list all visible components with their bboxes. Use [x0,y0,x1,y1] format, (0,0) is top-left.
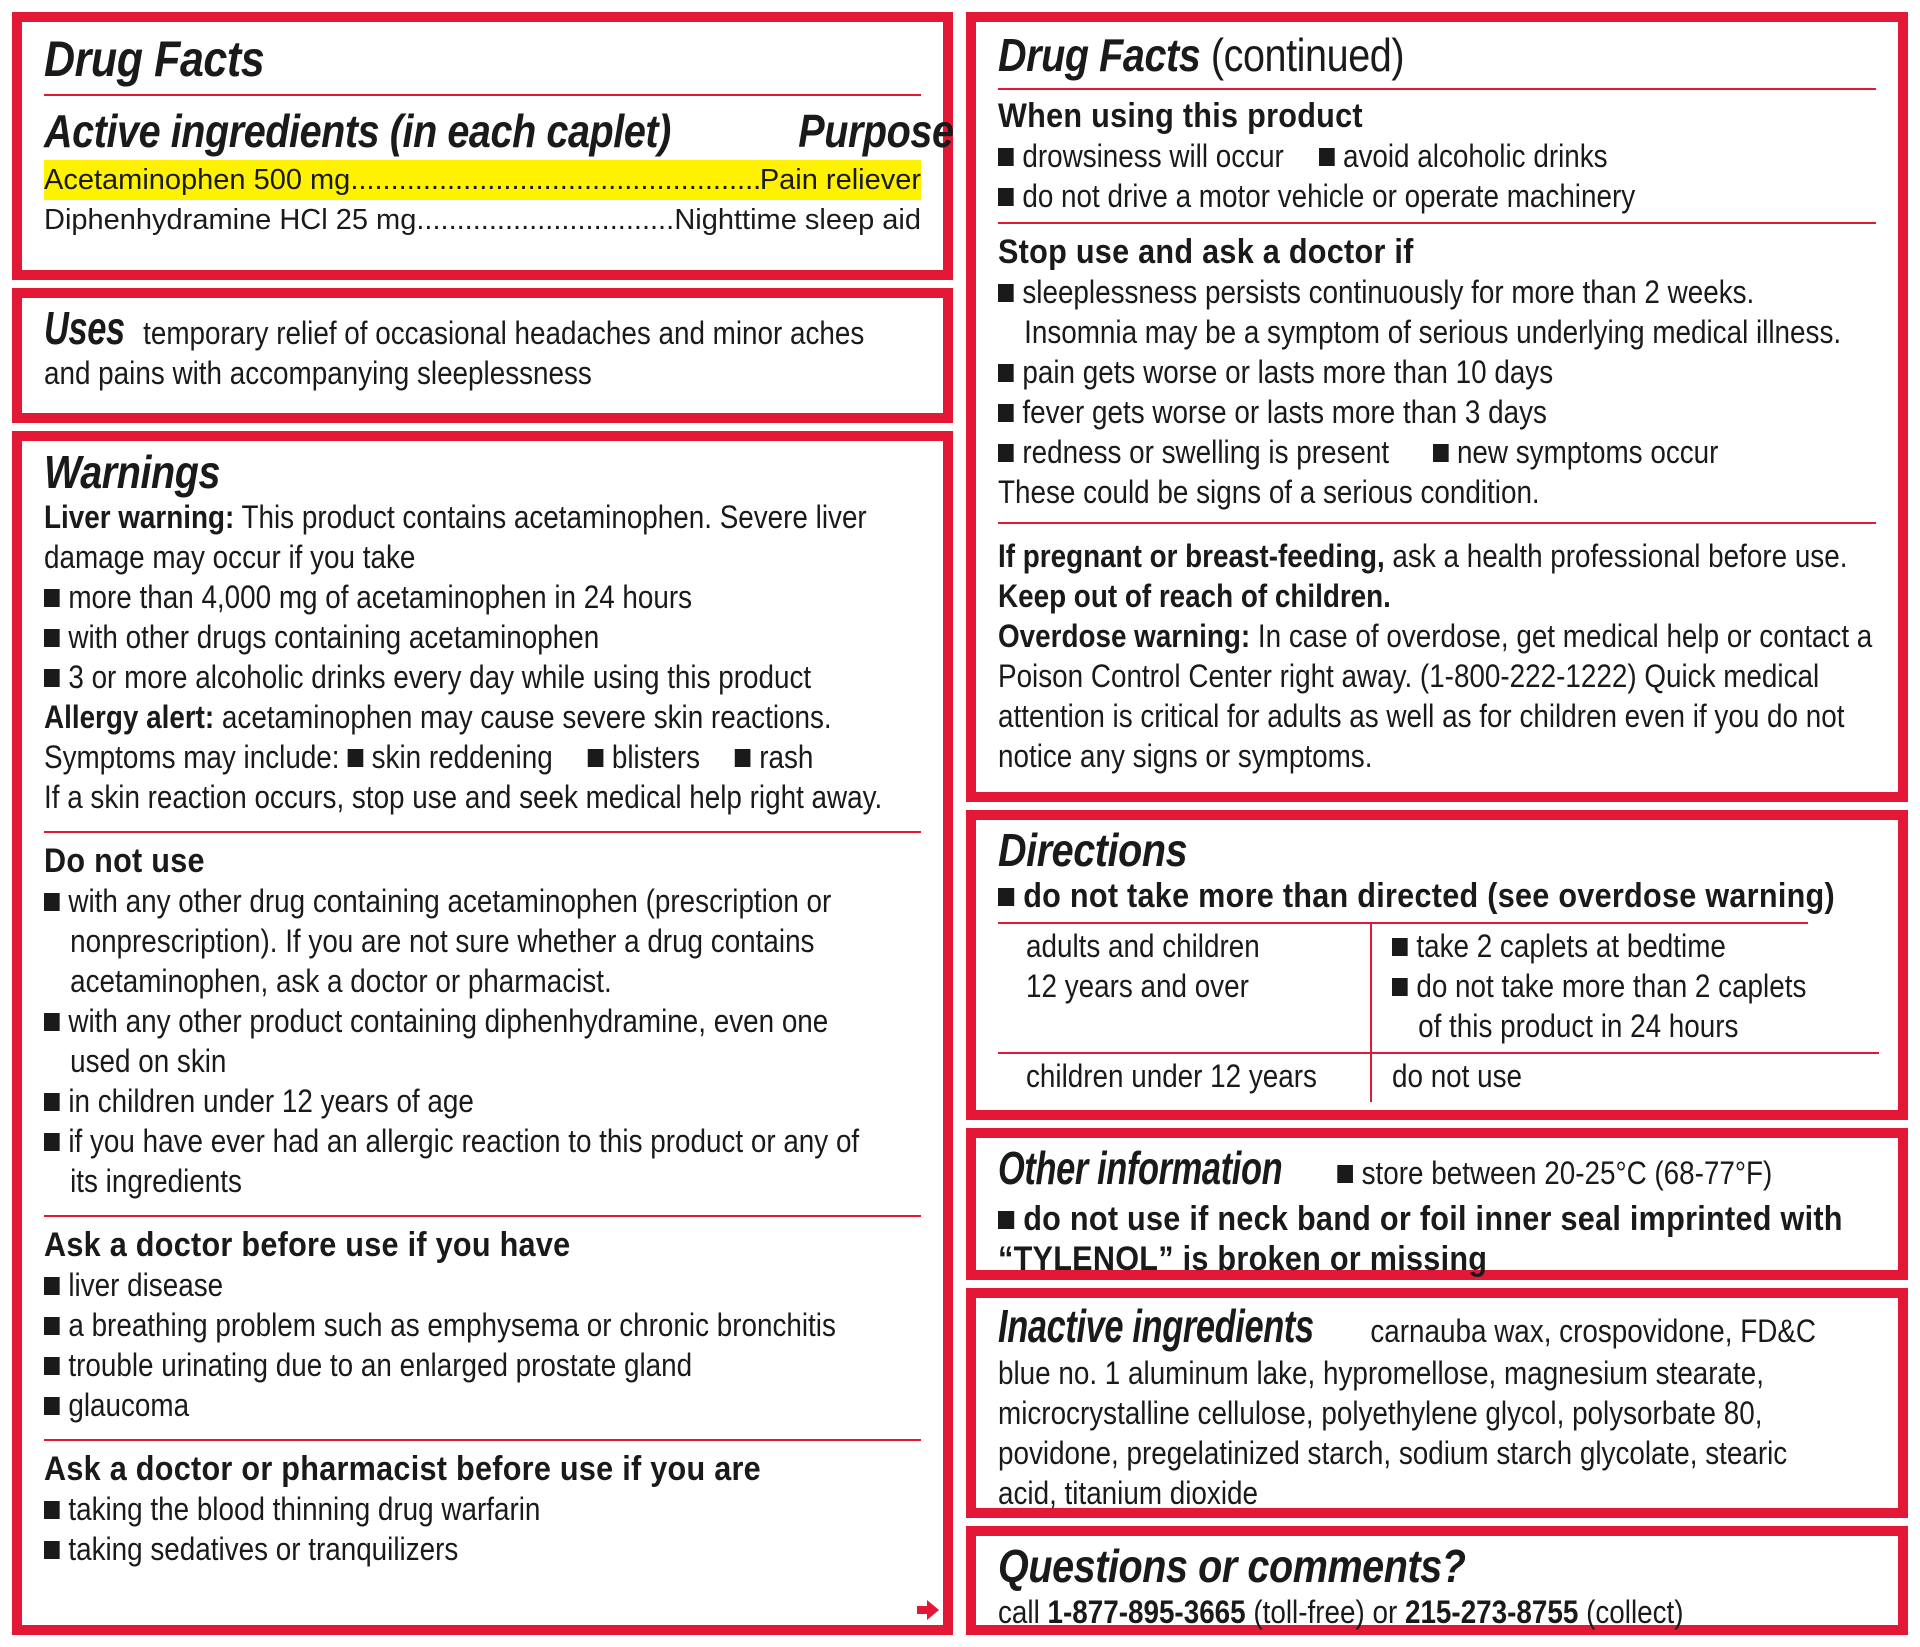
list-item: 3 or more alcoholic drinks every day while using this product [44,657,807,697]
divider [44,1439,921,1441]
list-item: with other drugs containing acetaminophen [44,617,807,657]
list-item: liver disease [44,1265,807,1305]
do-not-use-heading: Do not use [44,842,205,880]
inactive-title: Inactive ingredients [998,1300,1314,1352]
bullet-icon [998,404,1014,422]
overdose-label: Overdose warning: [998,618,1251,654]
table-cell: children under 12 years [998,1053,1371,1102]
bullet-icon [1433,444,1449,462]
list-item-cont: nonprescription). If you are not sure whether a drug contains [70,923,815,959]
other-info-item: do not use if neck band or foil inner seal imprinted with [998,1199,1788,1239]
bullet-icon [44,1317,60,1335]
bullet-icon [998,284,1014,302]
contact-line: call 1-877-895-3665 (toll-free) or 215-273-8755 (collect) [998,1594,1684,1630]
list-item: in children under 12 years of age [44,1081,807,1121]
bullet-icon [998,148,1014,166]
bullet-icon [998,188,1014,206]
divider [44,831,921,833]
bullet-icon [44,1397,60,1415]
liver-warning-text: This product contains acetaminophen. Severe liver [234,499,867,535]
toll-free-phone[interactable]: 1-877-895-3665 [1047,1594,1246,1630]
list-item: a breathing problem such as emphysema or chronic bronchitis [44,1305,807,1345]
continued-box [966,12,1908,802]
bullet-icon [1337,1165,1353,1183]
list-item: glaucoma [44,1385,807,1425]
allergy-alert-label: Allergy alert: [44,699,215,735]
bullet-icon [1392,978,1408,996]
divider [44,94,921,96]
continue-arrow-icon [915,1597,941,1623]
list-item: with any other drug containing acetaminophen (prescription or [44,881,807,921]
list-row: drowsiness will occur avoid alcoholic drinks [998,136,1762,176]
list-item: more than 4,000 mg of acetaminophen in 24 hours [44,577,807,617]
bullet-icon [998,364,1014,382]
ingredient-name: Acetaminophen 500 mg [44,164,351,196]
bullet-icon [44,1277,60,1295]
list-item: taking sedatives or tranquilizers [44,1529,807,1569]
ingredient-row [44,160,921,200]
leader-dots [416,200,674,240]
skin-reaction-text: If a skin reaction occurs, stop use and seek medical help right away. [44,779,883,815]
bullet-icon [998,444,1014,462]
bullet-icon [998,1211,1014,1229]
bullet-icon [44,1093,60,1111]
list-row: redness or swelling is present new symptoms occur [998,432,1762,472]
inactive-line: povidone, pregelatinized starch, sodium starch glycolate, stearic [998,1435,1788,1471]
stop-use-heading: Stop use and ask a doctor if [998,233,1414,271]
divider [998,222,1876,224]
uses-text-2: and pains with accompanying sleeplessness [44,355,592,391]
list-item: if you have ever had an allergic reaction to this product or any of [44,1121,807,1161]
list-item: sleeplessness persists continuously for more than 2 weeks. [998,272,1762,312]
table-row [998,1053,1879,1102]
directions-table [998,922,1808,1102]
list-item-cont: Insomnia may be a symptom of serious underlying medical illness. [1024,314,1842,350]
bullet-icon [44,1357,60,1375]
inactive-line: blue no. 1 aluminum lake, hypromellose, magnesium stearate, [998,1355,1764,1391]
allergy-alert: Allergy alert: acetaminophen may cause severe skin reactions. [44,699,832,735]
list-item: with any other product containing diphenhydramine, even one [44,1001,807,1041]
overdose-line: Poison Control Center right away. (1-800-222-1222) Quick medical [998,658,1820,694]
bullet-icon [44,1133,60,1151]
list-item: trouble urinating due to an enlarged prostate gland [44,1345,807,1385]
stop-note: These could be signs of a serious condition. [998,474,1540,510]
list-item-cont: its ingredients [70,1163,242,1199]
list-item: fever gets worse or lasts more than 3 days [998,392,1762,432]
bullet-icon [587,749,603,767]
table-row [998,924,1879,1053]
divider [998,522,1876,524]
directions-title: Directions [998,824,1188,876]
table-cell: take 2 caplets at bedtime do not take more than 2 caplets of this product in 24 hours [1371,924,1878,1053]
inactive-line: microcrystalline cellulose, polyethylene glycol, polysorbate 80, [998,1395,1763,1431]
continued-title: Drug Facts (continued) [998,29,1405,81]
directions-box [966,810,1908,1120]
liver-warning [44,497,867,537]
bullet-icon [44,1501,60,1519]
list-item-cont: used on skin [70,1043,227,1079]
other-info-line: Other information store between 20-25°C (68-77°F) [998,1142,1773,1194]
liver-warning-label: Liver warning: [44,499,235,535]
warnings-box [12,431,953,1635]
uses-box [12,288,953,423]
pregnant-label: If pregnant or breast-feeding, [998,538,1385,574]
bullet-icon [1319,148,1335,166]
overdose-line: notice any signs or symptoms. [998,738,1373,774]
warnings-title: Warnings [44,446,221,498]
inactive-line: acid, titanium dioxide [998,1475,1258,1511]
questions-box [966,1526,1908,1635]
directions-main: do not take more than directed (see overdose warning) [998,876,1788,916]
symptoms-line: Symptoms may include: skin reddening blisters rash [44,739,814,775]
drug-facts-box [12,12,953,280]
bullet-icon [44,589,60,607]
list-item: pain gets worse or lasts more than 10 days [998,352,1762,392]
bullet-icon [998,888,1014,906]
when-using-heading: When using this product [998,97,1363,135]
collect-phone[interactable]: 215-273-8755 [1404,1594,1579,1630]
table-cell: do not use [1392,1058,1523,1094]
inactive-line: Inactive ingredients carnauba wax, crospovidone, FD&C [998,1300,1817,1352]
keep-out-text: Keep out of reach of children. [998,578,1391,614]
active-ingredients-heading: Active ingredients (in each caplet) [44,105,671,157]
uses-title: Uses [44,302,125,354]
list-item-cont: acetaminophen, ask a doctor or pharmacist. [70,963,612,999]
inactive-ingredients-box [966,1288,1908,1518]
other-info-title: Other information [998,1142,1283,1194]
uses-line [44,302,865,354]
uses-text: temporary relief of occasional headaches and minor aches [143,315,865,351]
leader-dots [350,160,760,200]
bullet-icon [44,1013,60,1031]
liver-warning-line2: damage may occur if you take [44,539,416,575]
ingredient-name: Diphenhydramine HCl 25 mg [44,204,417,236]
right-panel [966,12,1908,1635]
purpose-heading: Purpose [798,105,954,157]
questions-title: Questions or comments? [998,1540,1466,1592]
divider [44,1215,921,1217]
bullet-icon [44,893,60,911]
left-panel [12,12,953,1635]
bullet-icon [44,669,60,687]
bullet-icon [1392,938,1408,956]
ingredients-header [44,102,954,160]
overdose-line: attention is critical for adults as well as for children even if you do not [998,698,1845,734]
ingredient-purpose: Pain reliever [759,164,921,196]
ask-pharmacist-heading: Ask a doctor or pharmacist before use if you are [44,1450,761,1488]
table-cell: adults and children 12 years and over [998,924,1371,1053]
other-information-box [966,1128,1908,1280]
ingredient-purpose: Nighttime sleep aid [674,204,921,236]
bullet-icon [735,749,751,767]
bullet-icon [44,629,60,647]
overdose-line: Overdose warning: In case of overdose, get medical help or contact a [998,618,1873,654]
drug-facts-title: Drug Facts [44,31,265,87]
ingredient-row [44,200,921,240]
pregnant-line: If pregnant or breast-feeding, ask a health professional before use. [998,538,1848,574]
bullet-icon [347,749,363,767]
bullet-icon [44,1541,60,1559]
list-item: taking the blood thinning drug warfarin [44,1489,807,1529]
divider [998,88,1876,90]
ask-doctor-heading: Ask a doctor before use if you have [44,1226,571,1264]
other-info-item-cont: “TYLENOL” is broken or missing [998,1240,1488,1278]
list-item: do not drive a motor vehicle or operate machinery [998,176,1762,216]
